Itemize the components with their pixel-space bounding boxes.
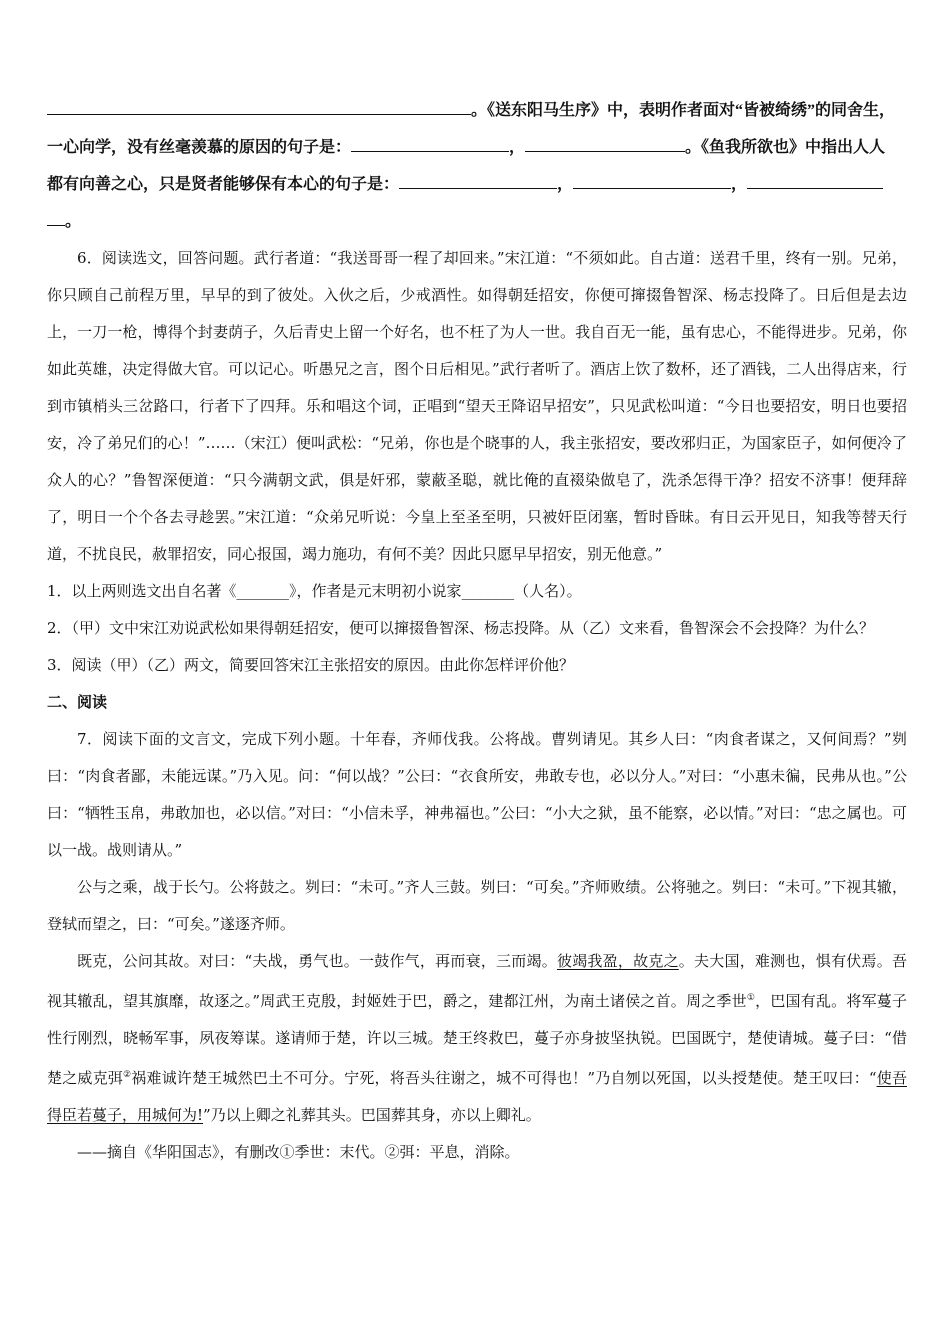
fill-line-2: 一心向学，没有丝毫羡慕的原因的句子是： ， 。《鱼我所欲也》中指出人人 — [47, 129, 907, 166]
section-heading: 二、阅读 — [47, 693, 108, 711]
answer-blank[interactable]: _______ — [236, 582, 290, 600]
footnote-mark: ② — [123, 1070, 132, 1080]
fill-line-3: 都有向善之心，只是贤者能够保有本心的句子是： ， ， — [47, 166, 907, 203]
fill-line-4: 。 — [47, 203, 907, 240]
answer-blank[interactable] — [351, 133, 509, 152]
q6-sub1: 1．以上两则选文出自名著《_______》，作者是元末明初小说家_______（人名）。 — [47, 582, 582, 600]
answer-blank[interactable] — [399, 170, 557, 189]
q7-para2: 公与之乘，战于长勺。公将鼓之。刿曰：“未可。”齐人三鼓。刿曰：“可矣。”齐师败绩。公将驰之。刿曰：“未可。”下视其辙，登轼而望之，曰：“可矣。”遂逐齐师。 — [47, 878, 907, 933]
underlined-sentence: 彼竭我盈，故克之 — [556, 952, 679, 970]
q7-source: ——摘自《华阳国志》，有删改①季世：末代。②弭：平息，消除。 — [77, 1143, 520, 1161]
underlined-sentence: 使吾得臣若蔓子，用城何为! — [47, 1069, 907, 1124]
fill-line-1: 。《送东阳马生序》中，表明作者面对“皆被绮绣”的同舍生， — [47, 92, 907, 129]
answer-blank[interactable] — [573, 170, 731, 189]
answer-blank[interactable] — [47, 96, 471, 115]
q6-sub2: 2．（甲）文中宋江劝说武松如果得朝廷招安，便可以撺掇鲁智深、杨志投降。从（乙）文来看，鲁智深会不会投降？为什么？ — [47, 619, 875, 637]
answer-blank[interactable]: _______ — [461, 582, 515, 600]
q7-para1: 7．阅读下面的文言文，完成下列小题。十年春，齐师伐我。公将战。曹刿请见。其乡人曰：“肉食者谋之，又何间焉？”刿曰：“肉食者鄙，未能远谋。”乃入见。问：“何以战？”公曰：“衣食所安，弗敢专也，必以分人。”对曰：“小惠未徧，民弗从也。”公曰：“牺牲玉帛，弗敢加也，必以信。”对曰：“小信未孚，神弗福也。”公曰：“小大之狱，虽不能察，必以情。”对曰：“忠之属也。可以一战。战则请从。” — [47, 730, 907, 859]
answer-blank[interactable] — [47, 207, 65, 226]
q6-passage: 6．阅读选文，回答问题。武行者道：“我送哥哥一程了却回来。”宋江道：“不须如此。自古道：送君千里，终有一别。兄弟，你只顾自己前程万里，早早的到了彼处。入伙之后，少戒酒性。如得朝廷招安，你便可撺掇鲁智深、杨志投降了。日后但是去边上，一刀一枪，博得个封妻荫子，久后青史上留一个好名，也不枉了为人一世。我自百无一能，虽有忠心，不能得进步。兄弟，你如此英雄，决定得做大官。可以记心。听愚兄之言，图个日后相见。”武行者听了。酒店上饮了数杯，还了酒钱，二人出得店来，行到市镇梢头三岔路口，行者下了四拜。乐和唱这个词，正唱到“望天王降诏早招安”，只见武松叫道：“今日也要招安，明日也要招安，冷了弟兄们的心！”……（宋江）便叫武松：“兄弟，你也是个晓事的人，我主张招安，要改邪归正，为国家臣子，如何便冷了众人的心？”鲁智深便道：“只今满朝文武，俱是奸邪，蒙蔽圣聪，就比俺的直裰染做皂了，洗杀怎得干净？招安不济事！便拜辞了，明日一个个各去寻趁罢。”宋江道：“众弟兄听说：今皇上至圣至明，只被奸臣闭塞，暂时昏昧。有日云开见日，知我等替天行道，不扰良民，赦罪招安，同心报国，竭力施功，有何不美？因此只愿早早招安，别无他意。” — [47, 249, 907, 563]
footnote-mark: ① — [746, 993, 756, 1003]
answer-blank[interactable] — [525, 133, 685, 152]
q6-sub3: 3．阅读（甲）（乙）两文，简要回答宋江主张招安的原因。由此你怎样评价他？ — [47, 656, 575, 674]
document-page — [47, 92, 907, 1171]
q7-para3: 既克，公问其故。对曰：“夫战，勇气也。一鼓作气，再而衰，三而竭。彼竭我盈，故克之。夫大国，难测也，惧有伏焉。吾视其辙乱，望其旗靡，故逐之。”周武王克殷，封姬姓于巴，爵之，建都江州，为南土诸侯之首。周之季世①，巴国有乱。将军蔓子性行刚烈，晓畅军事，夙夜筹谋。遂请师于楚，许以三城。楚王终救巴，蔓子亦身披坚执锐。巴国既宁，楚使请城。蔓子曰：“借楚之威克弭②祸难诚许楚王城然巴土不可分。宁死，将吾头往谢之，城不可得也！”乃自刎以死国，以头授楚使。楚王叹曰：“使吾得臣若蔓子，用城何为!”乃以上卿之礼葬其头。巴国葬其身，亦以上卿礼。 — [47, 952, 907, 1124]
answer-blank[interactable] — [747, 170, 883, 189]
